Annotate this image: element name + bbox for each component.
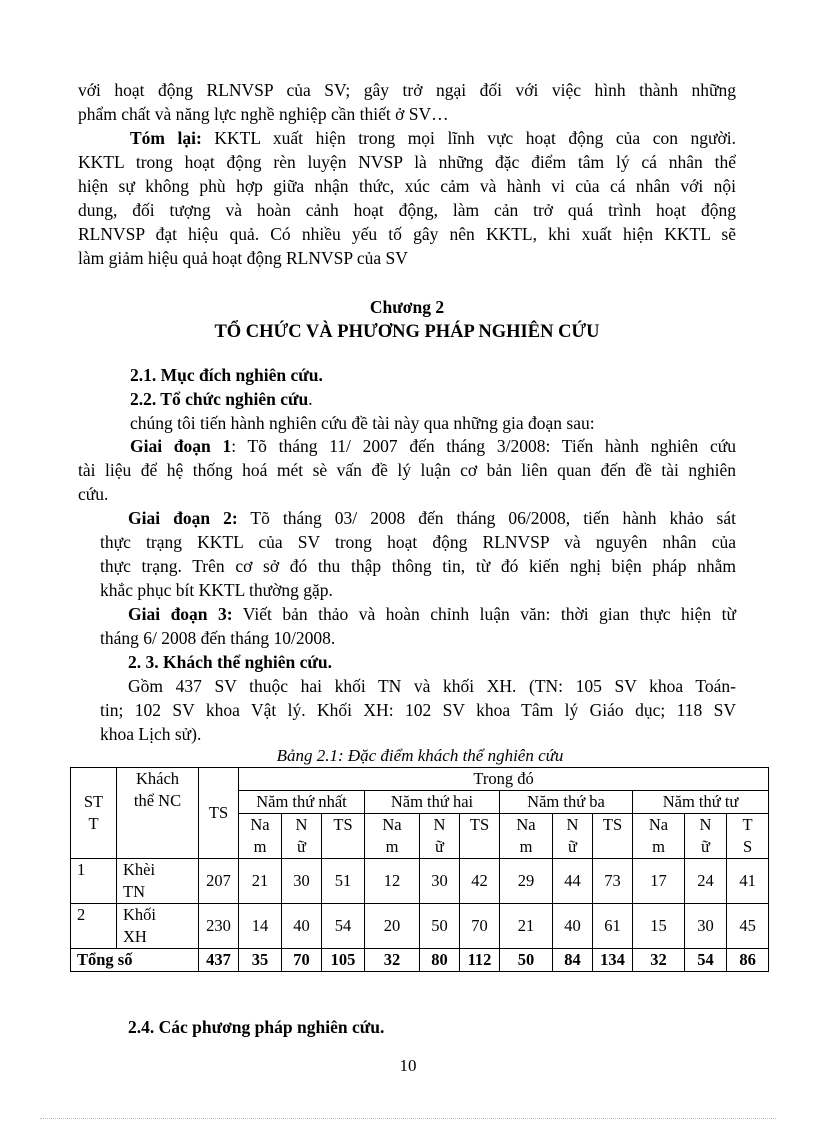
sub-nu-a: N bbox=[295, 815, 308, 834]
stage-2-label: Giai đoạn 2: bbox=[128, 508, 238, 528]
header-ts: TS bbox=[199, 768, 239, 859]
summary-label: Tóm lại: bbox=[130, 128, 202, 148]
sub-nam-b: m bbox=[652, 837, 665, 856]
chapter-title: TỔ CHỨC VÀ PHƯƠNG PHÁP NGHIÊN CỨU bbox=[214, 322, 600, 342]
header-stt-a: ST bbox=[83, 792, 104, 811]
total-cell: 112 bbox=[460, 949, 500, 972]
header-year-3: Năm thứ ba bbox=[500, 791, 633, 814]
cell: 40 bbox=[282, 904, 322, 949]
sub-ts-last bbox=[727, 814, 769, 859]
sub-nam-a: Na bbox=[648, 815, 669, 834]
stage-2-line-3: thực trạng. Trên cơ sở đó thu thập thông tin, từ đó kiến nghị biện pháp nhằm bbox=[100, 556, 736, 576]
cell: 73 bbox=[593, 859, 633, 904]
sub-nam bbox=[500, 814, 553, 859]
cell: 54 bbox=[322, 904, 365, 949]
summary-line-5: RLNVSP đạt hiệu quả. Có nhiều yếu tố gây nên KKTL, khi xuất hiện KKTL sẽ bbox=[78, 224, 736, 244]
section-2-3-line-3: khoa Lịch sử). bbox=[100, 724, 202, 744]
section-2-2-title: 2.2. Tổ chức nghiên cứu bbox=[130, 389, 309, 409]
cell: 29 bbox=[500, 859, 553, 904]
summary-line-2: KKTL trong hoạt động rèn luyện NVSP là những đặc điểm tâm lý cá nhân thể bbox=[78, 152, 736, 172]
sub-nu-a: N bbox=[433, 815, 446, 834]
total-label: Tổng số bbox=[71, 949, 199, 972]
sub-nu-a: N bbox=[566, 815, 579, 834]
sub-nam-a: Na bbox=[250, 815, 270, 834]
cell: 45 bbox=[727, 904, 769, 949]
header-khach-b: thể NC bbox=[133, 791, 182, 810]
cell: 12 bbox=[365, 859, 420, 904]
table-total-row bbox=[71, 949, 769, 972]
cell: 15 bbox=[633, 904, 685, 949]
sub-nam-b: m bbox=[385, 837, 399, 856]
summary-line-1 bbox=[78, 127, 736, 151]
cell: 14 bbox=[239, 904, 282, 949]
sub-nu-b: ữ bbox=[701, 837, 710, 856]
header-stt bbox=[71, 768, 117, 859]
total-cell: 84 bbox=[553, 949, 593, 972]
cell: 21 bbox=[500, 904, 553, 949]
stage-2-line-4: khắc phục bít KKTL thường gặp. bbox=[100, 580, 333, 600]
total-cell: 105 bbox=[322, 949, 365, 972]
intro-line-2: phẩm chất và năng lực nghề nghiệp cần thiết ở SV… bbox=[78, 104, 449, 124]
chapter-number: Chương 2 bbox=[369, 297, 445, 317]
cell: 30 bbox=[282, 859, 322, 904]
cell-stt: 2 bbox=[71, 904, 117, 949]
section-2-3-line-2: tin; 102 SV khoa Vật lý. Khối XH: 102 SV khoa Tâm lý Giáo dục; 118 SV bbox=[100, 700, 736, 720]
cell: 21 bbox=[239, 859, 282, 904]
sub-nam bbox=[239, 814, 282, 859]
sub-ts-last-a: T bbox=[742, 815, 753, 834]
summary-line-4: dung, đối tượng và hoàn cảnh hoạt động, làm cản trở quá trình hoạt động bbox=[78, 200, 736, 220]
page-number: 10 bbox=[399, 1056, 417, 1075]
total-cell: 70 bbox=[282, 949, 322, 972]
stage-3-label: Giai đoạn 3: bbox=[128, 604, 233, 624]
cell: 44 bbox=[553, 859, 593, 904]
cell-ts: 207 bbox=[199, 859, 239, 904]
sub-nam-a: Na bbox=[382, 815, 402, 834]
table-row bbox=[71, 904, 769, 949]
summary-text: KKTL xuất hiện trong mọi lĩnh vực hoạt động của con người. bbox=[201, 128, 737, 148]
total-cell: 134 bbox=[593, 949, 633, 972]
intro-line-1: với hoạt động RLNVSP của SV; gây trở ngại đối với việc hình thành những bbox=[78, 80, 736, 100]
header-year-2: Năm thứ hai bbox=[365, 791, 500, 814]
sub-nu-b: ữ bbox=[297, 837, 306, 856]
header-khach-the bbox=[117, 768, 199, 859]
stage-2-text: Tõ tháng 03/ 2008 đến tháng 06/2008, tiến hành khảo sát bbox=[237, 508, 736, 528]
footer-divider bbox=[40, 1118, 776, 1119]
cell: 30 bbox=[420, 859, 460, 904]
cell: 61 bbox=[593, 904, 633, 949]
stage-3-text: Viết bản thảo và hoàn chỉnh luận văn: thời gian thực hiện từ bbox=[232, 604, 736, 624]
stage-3-line-2: tháng 6/ 2008 đến tháng 10/2008. bbox=[100, 628, 336, 648]
stage-2-line-1 bbox=[128, 507, 736, 531]
section-2-2-line: chúng tôi tiến hành nghiên cứu đề tài này qua những gia đoạn sau: bbox=[130, 413, 595, 433]
sub-nu-a: N bbox=[699, 815, 712, 834]
cell: 51 bbox=[322, 859, 365, 904]
header-khach-a: Khách bbox=[135, 769, 180, 788]
cell: 20 bbox=[365, 904, 420, 949]
cell: 70 bbox=[460, 904, 500, 949]
section-2-1-heading: 2.1. Mục đích nghiên cứu. bbox=[130, 365, 323, 385]
header-trong-do: Trong đó bbox=[239, 768, 769, 791]
summary-line-6: làm giảm hiệu quả hoạt động RLNVSP của SV bbox=[78, 248, 408, 268]
cell-group-b: TN bbox=[123, 882, 145, 901]
sub-ts: TS bbox=[460, 814, 500, 859]
cell: 50 bbox=[420, 904, 460, 949]
total-cell: 35 bbox=[239, 949, 282, 972]
sub-nu bbox=[420, 814, 460, 859]
sub-nam-b: m bbox=[253, 837, 267, 856]
sub-nu bbox=[685, 814, 727, 859]
section-2-4-heading: 2.4. Các phương pháp nghiên cứu. bbox=[128, 1017, 385, 1037]
sub-ts-last-b: S bbox=[742, 837, 753, 856]
sub-ts: TS bbox=[593, 814, 633, 859]
stage-3-line-1 bbox=[128, 603, 736, 627]
header-stt-b: T bbox=[88, 814, 99, 833]
section-2-3-line-1: Gồm 437 SV thuộc hai khối TN và khối XH. (TN: 105 SV khoa Toán- bbox=[128, 676, 736, 696]
section-2-3-heading: 2. 3. Khách thể nghiên cứu. bbox=[128, 652, 333, 672]
stage-1-line-1 bbox=[78, 435, 736, 459]
cell-group bbox=[117, 859, 199, 904]
stage-1-line-2: tài liệu để hệ thống hoá mét sè vấn đề lý luận cơ bản liên quan đến đề tài nghiên bbox=[78, 460, 736, 480]
total-cell: 50 bbox=[500, 949, 553, 972]
cell: 41 bbox=[727, 859, 769, 904]
sub-nu bbox=[282, 814, 322, 859]
total-cell: 86 bbox=[727, 949, 769, 972]
cell: 17 bbox=[633, 859, 685, 904]
cell: 42 bbox=[460, 859, 500, 904]
header-year-1: Năm thứ nhất bbox=[239, 791, 365, 814]
total-cell: 54 bbox=[685, 949, 727, 972]
total-ts: 437 bbox=[199, 949, 239, 972]
total-cell: 32 bbox=[365, 949, 420, 972]
cell-ts: 230 bbox=[199, 904, 239, 949]
sub-nu-b: ữ bbox=[568, 837, 577, 856]
cell-group-a: Khèi bbox=[123, 860, 156, 879]
stage-1-label: Giai đoạn 1 bbox=[130, 436, 232, 456]
total-cell: 80 bbox=[420, 949, 460, 972]
summary-line-3: hiện sự không phù hợp giữa nhận thức, xúc cảm và hành vi của cá nhân với nội bbox=[78, 176, 736, 196]
stage-1-line-3: cứu. bbox=[78, 484, 109, 504]
sub-nam-a: Na bbox=[516, 815, 536, 834]
sub-nam bbox=[633, 814, 685, 859]
subjects-table bbox=[70, 767, 769, 972]
stage-2-line-2: thực trạng KKTL của SV trong hoạt động RLNVSP và nguyên nhân của bbox=[100, 532, 736, 552]
header-year-4: Năm thứ tư bbox=[633, 791, 769, 814]
cell-group-b: XH bbox=[123, 927, 147, 946]
sub-nu-b: ữ bbox=[435, 837, 444, 856]
section-2-2-heading bbox=[78, 388, 736, 412]
sub-ts: TS bbox=[322, 814, 365, 859]
section-2-2-period: . bbox=[308, 389, 313, 409]
sub-nu bbox=[553, 814, 593, 859]
table-caption: Bảng 2.1: Đặc điểm khách thể nghiên cứu bbox=[276, 746, 564, 765]
stage-1-text: : Tõ tháng 11/ 2007 đến tháng 3/2008: Tiến hành nghiên cứu bbox=[231, 436, 736, 456]
cell: 24 bbox=[685, 859, 727, 904]
cell: 40 bbox=[553, 904, 593, 949]
cell: 30 bbox=[685, 904, 727, 949]
sub-nam bbox=[365, 814, 420, 859]
table-row bbox=[71, 859, 769, 904]
sub-nam-b: m bbox=[519, 837, 533, 856]
total-cell: 32 bbox=[633, 949, 685, 972]
cell-stt: 1 bbox=[71, 859, 117, 904]
cell-group-a: Khối bbox=[123, 905, 156, 924]
cell-group bbox=[117, 904, 199, 949]
